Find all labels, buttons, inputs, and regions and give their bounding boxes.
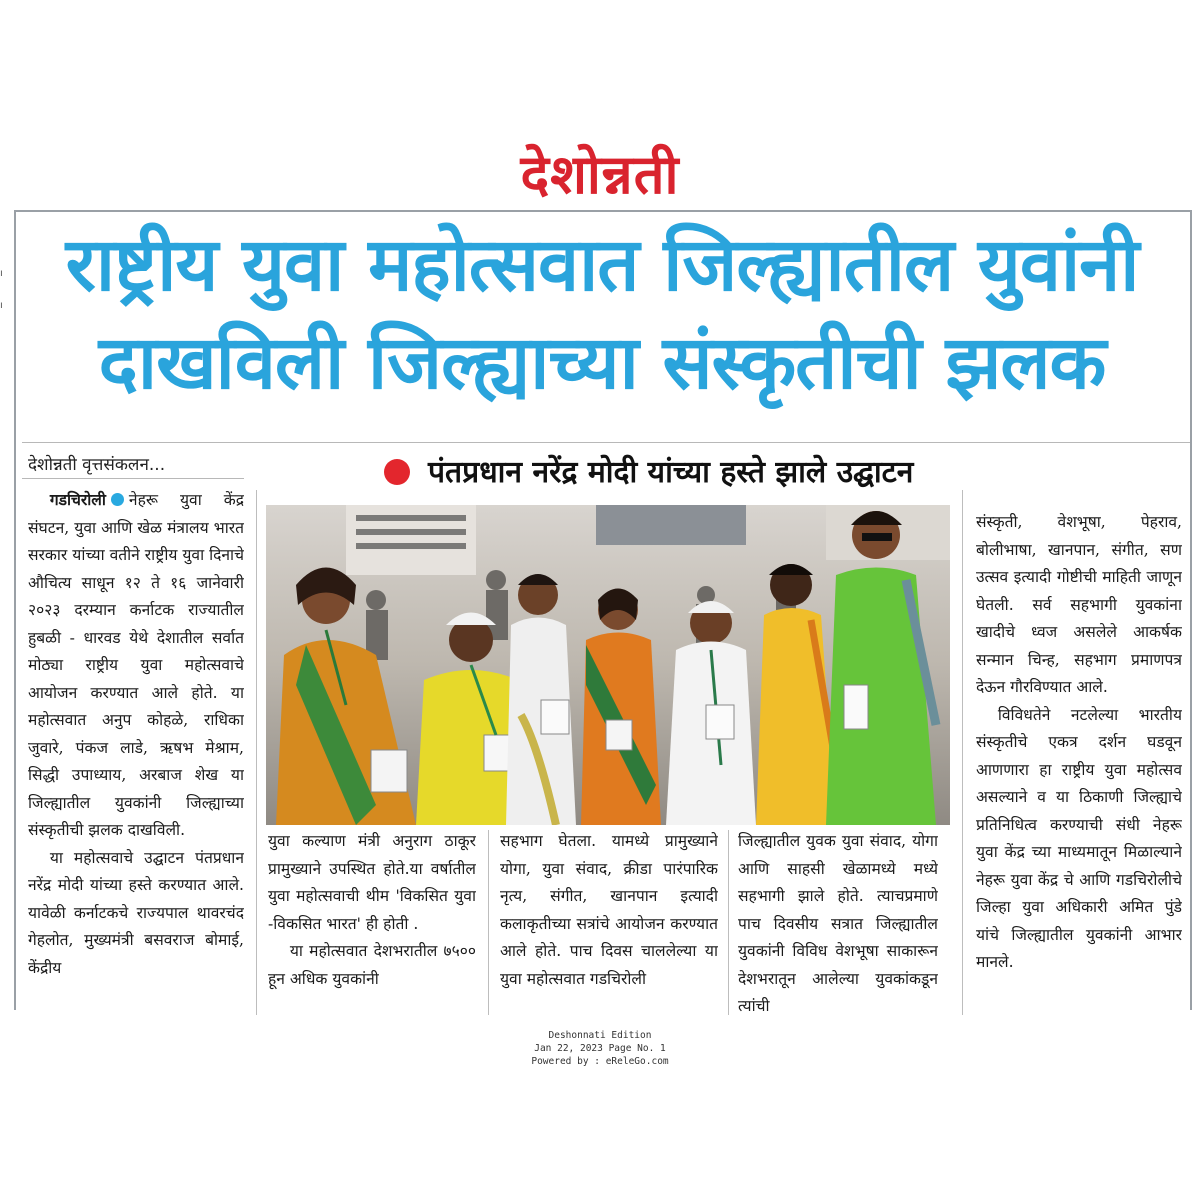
footer-powered-by: Powered by : eReleGo.com: [531, 1056, 669, 1067]
article-column-4: [738, 828, 938, 1028]
headline-line-1: राष्ट्रीय युवा महोत्सवात जिल्ह्यातील युवांनी: [65, 222, 1139, 308]
column-divider: [256, 490, 257, 1015]
clipping-right-border: [1190, 210, 1192, 1010]
newspaper-masthead: देशोन्नती: [520, 143, 680, 206]
headline-rule: [22, 442, 1190, 443]
article-column-5: [976, 509, 1182, 1024]
byline-rule: [22, 478, 244, 479]
paragraph: या महोत्सवात देशभरातील ७५०० हून अधिक युवकांनी: [268, 942, 476, 988]
headline-line-2: दाखविली जिल्ह्याच्या संस्कृतीची झलक: [98, 320, 1106, 406]
dateline: गडचिरोली: [49, 491, 106, 509]
column-divider: [488, 830, 489, 1015]
clipping-left-border: [14, 210, 16, 1010]
paragraph: विविधतेने नटलेल्या भारतीय संस्कृतीचे एकत्र दर्शन घडवून आणणारा हा राष्ट्रीय युवा महोत्सव असल्याने व या ठिकाणी जिल्ह्याचे प्रतिनिधित्व करण्याची संधी नेहरू युवा केंद्र च्या माध्यमातून मिळाल्याने नेहरू युवा केंद्र चे आणि गडचिरोलीचे जिल्हा युवा अधिकारी अमित पुंडे यांचे जिल्ह्यातील युवकांनी आभार मानले.: [976, 705, 1182, 971]
paragraph: या महोत्सवाचे उद्घाटन पंतप्रधान नरेंद्र मोदी यांच्या हस्ते करण्यात आले. यावेळी कर्नाटकचे राज्यपाल थावरचंद गेहलोत, मुख्यमंत्री बसवराज बोमाई, केंद्रीय: [28, 848, 244, 977]
paragraph: नेहरू युवा केंद्र संघटन, युवा आणि खेळ मंत्रालय भारत सरकार यांच्या वतीने राष्ट्रीय युवा दिनाचे औचित्य साधून १२ ते १६ जानेवारी २०२३ दरम्यान कर्नाटक राज्यातील हुबळी - धारवड येथे देशातील सर्वात मोठ्या राष्ट्रीय युवा महोत्सवाचे आयोजन करण्यात आले होते. या महोत्सवात अनुप कोहळे, राधिका जुवारे, पंकज लाडे, ऋषभ मेश्राम, सिद्धी उपाध्याय, अरबाज शेख या जिल्ह्यातील युवकांनी जिल्ह्याच्या संस्कृतीची झलक दाखविली.: [28, 491, 244, 839]
footer-edition: Deshonnati Edition: [548, 1030, 652, 1041]
paragraph: युवा कल्याण मंत्री अनुराग ठाकूर प्रामुख्याने उपस्थित होते.या वर्षातील युवा महोत्सवाची थीम 'विकसित युवा -विकसित भारत' ही होती .: [268, 832, 476, 933]
article-column-3: [500, 828, 718, 1028]
clipping-top-border: [14, 210, 1192, 212]
byline: देशोन्नती वृत्तसंकलन...: [28, 455, 166, 475]
dateline-dot-icon: [111, 493, 124, 506]
column-divider: [728, 830, 729, 1015]
group-photo: [266, 505, 950, 825]
column-divider: [962, 490, 963, 1015]
red-bullet-icon: [384, 459, 410, 485]
paragraph: सहभाग घेतला. यामध्ये प्रामुख्याने योगा, युवा संवाद, क्रीडा पारंपारिक नृत्य, संगीत, खानपान इत्यादी कलाकृतीच्या सत्रांचे आयोजन करण्यात आले होते. पाच दिवस चाललेल्या या युवा महोत्सवात गडचिरोली: [500, 832, 718, 988]
paragraph: संस्कृती, वेशभूषा, पेहराव, बोलीभाषा, खानपान, संगीत, सण उत्सव इत्यादी गोष्टीची माहिती जाणून घेतली. सर्व सहभागी युवकांना खादीचे ध्वज असलेले आकर्षक सन्मान चिन्ह, सहभाग प्रमाणपत्र देऊन गौरविण्यात आले.: [976, 513, 1182, 696]
paragraph: जिल्ह्यातील युवक युवा संवाद, योगा आणि साहसी खेळामध्ये मध्ये सहभागी झाले होते. त्याचप्रमाणे पाच दिवसीय सत्रात जिल्ह्यातील युवकांनी विविध वेशभूषा साकारून देशभरातून आलेल्या युवकांकडून त्यांची: [738, 832, 938, 1015]
subheadline: पंतप्रधान नरेंद्र मोदी यांच्या हस्ते झाले उद्घाटन: [428, 455, 914, 490]
article-column-1: [28, 487, 244, 1027]
margin-mark: ı: [0, 268, 3, 279]
article-column-2: [268, 828, 476, 1028]
margin-mark: ı: [0, 300, 3, 311]
footer-date-page: Jan 22, 2023 Page No. 1: [534, 1043, 666, 1054]
